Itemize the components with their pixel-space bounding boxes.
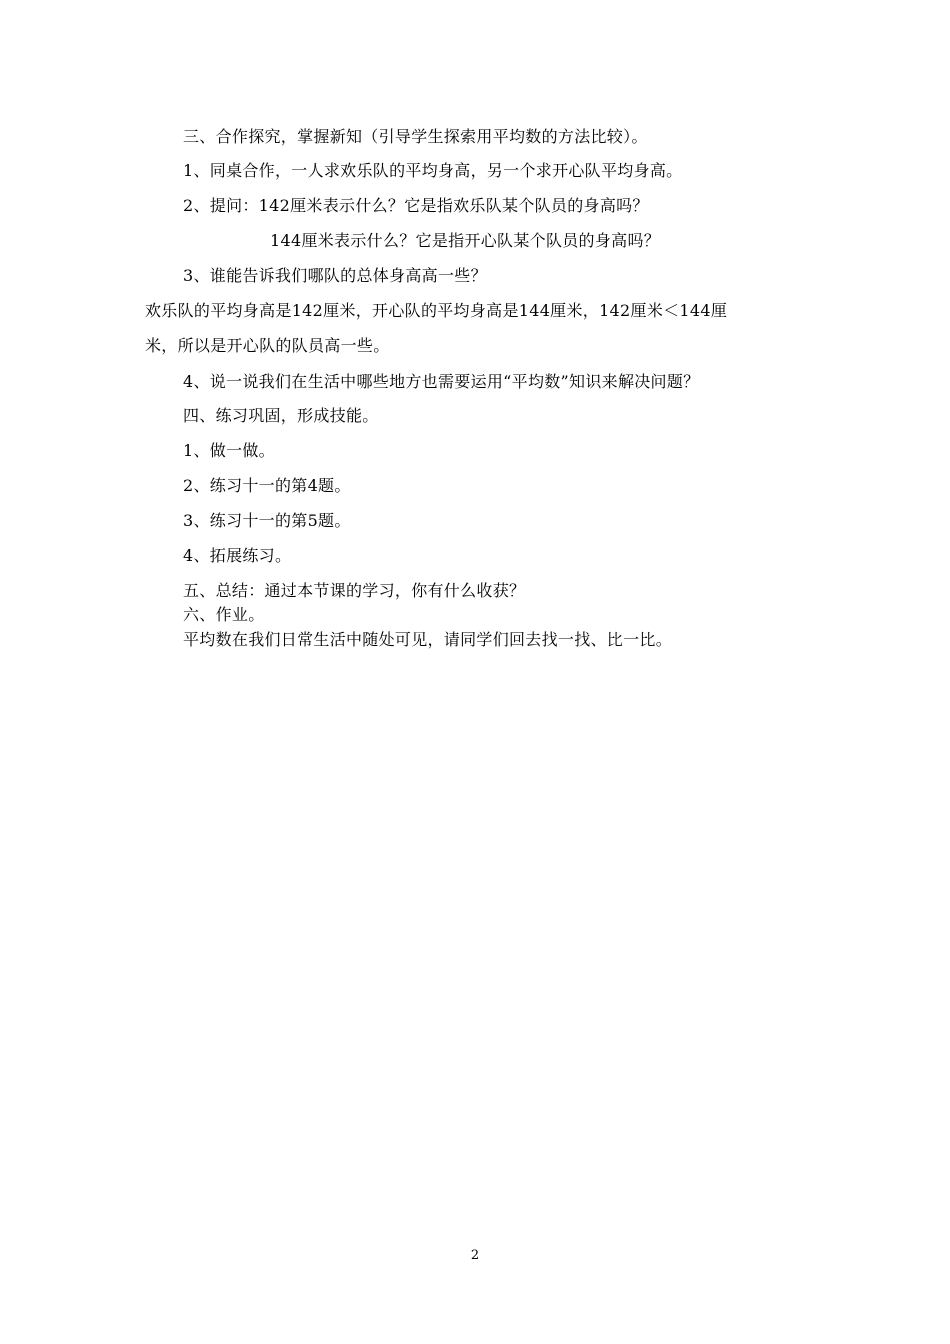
practice-item-4: 4、拓展练习。 bbox=[183, 546, 292, 565]
answer-paragraph-line-2: 米，所以是开心队的队员高一些。 bbox=[145, 336, 390, 355]
page-number: 2 bbox=[470, 1248, 480, 1263]
answer-paragraph-line-1: 欢乐队的平均身高是142厘米，开心队的平均身高是144厘米，142厘米＜144厘 bbox=[145, 301, 728, 320]
section-heading-homework: 六、作业。 bbox=[183, 605, 265, 624]
step-2-question-144cm: 144厘米表示什么？它是指开心队某个队员的身高吗？ bbox=[270, 231, 661, 250]
practice-item-1: 1、做一做。 bbox=[183, 441, 275, 460]
section-heading-cooperative-exploration: 三、合作探究，掌握新知（引导学生探索用平均数的方法比较）。 bbox=[183, 127, 648, 146]
section-heading-summary: 五、总结：通过本节课的学习，你有什么收获？ bbox=[183, 581, 526, 600]
practice-item-3: 3、练习十一的第5题。 bbox=[183, 511, 351, 530]
practice-item-2: 2、练习十一的第4题。 bbox=[183, 476, 351, 495]
step-4-real-life-average: 4、说一说我们在生活中哪些地方也需要运用“平均数”知识来解决问题？ bbox=[183, 372, 700, 391]
step-3-which-team-taller: 3、谁能告诉我们哪队的总体身高高一些？ bbox=[183, 266, 487, 285]
step-2-question-142cm: 2、提问：142厘米表示什么？它是指欢乐队某个队员的身高吗？ bbox=[183, 196, 649, 215]
step-1-desk-mate-cooperation: 1、同桌合作，一人求欢乐队的平均身高，另一个求开心队平均身高。 bbox=[183, 161, 683, 180]
homework-text: 平均数在我们日常生活中随处可见，请同学们回去找一找、比一比。 bbox=[183, 630, 673, 649]
section-heading-practice: 四、练习巩固，形成技能。 bbox=[183, 406, 379, 425]
